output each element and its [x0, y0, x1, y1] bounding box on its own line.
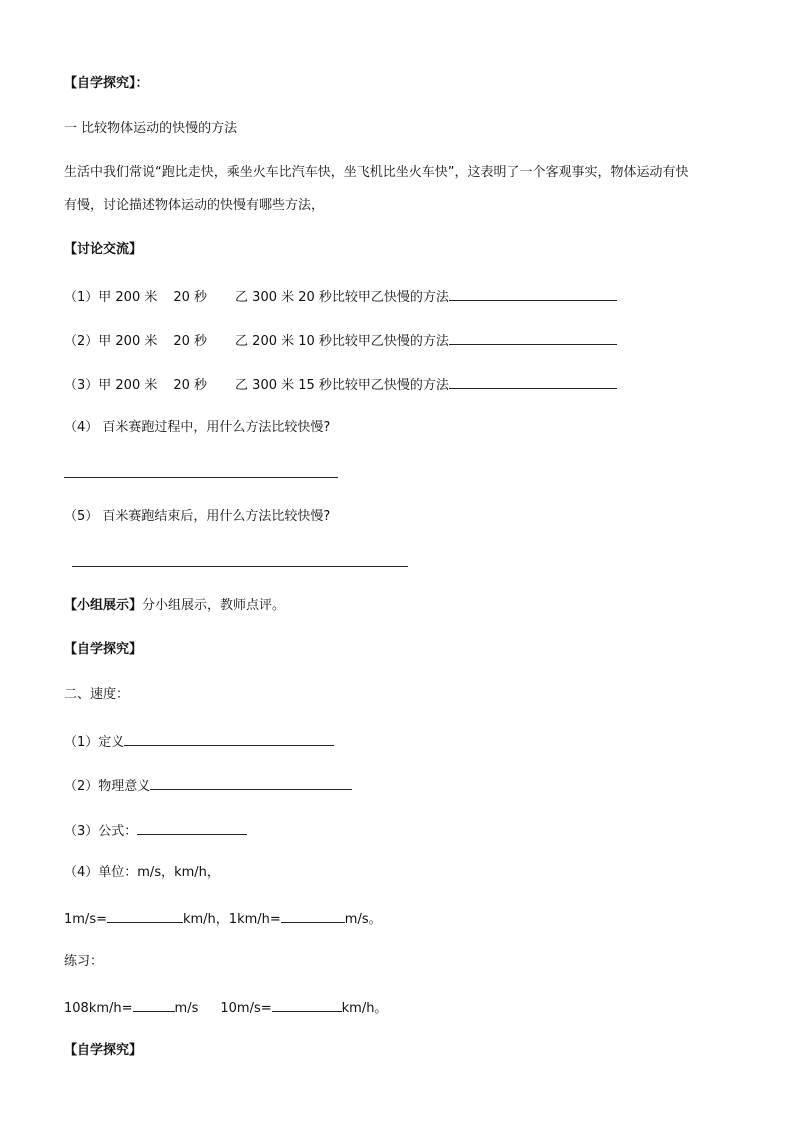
- conv-part-b: km/h，1km/h=: [182, 912, 281, 927]
- intro-paragraph-line-1: 生活中我们常说“跑比走快，乘坐火车比汽车快，坐飞机比坐火车快”，这表明了一个客观事实，物体运动有快: [64, 165, 689, 180]
- group-show-line: [64, 597, 285, 615]
- definition-label: （1）定义: [64, 735, 125, 750]
- heading-self-study-1: 【自学探究】：: [64, 76, 149, 91]
- definition-blank[interactable]: [124, 731, 334, 746]
- question-5: （5） 百米赛跑结束后，用什么方法比较快慢?: [64, 509, 331, 524]
- prac-part-d: km/h。: [341, 1001, 388, 1016]
- heading-self-study-2: 【自学探究】: [64, 642, 143, 657]
- answer-line-4[interactable]: [64, 477, 338, 478]
- formula-label: （3）公式：: [64, 824, 138, 839]
- item-time: 20 秒: [173, 334, 208, 349]
- conv-part-a: 1m/s=: [64, 912, 107, 927]
- heading-discussion: 【讨论交流】: [64, 242, 143, 257]
- conv-blank-2[interactable]: [281, 908, 345, 923]
- formula-blank[interactable]: [137, 820, 247, 835]
- discussion-item-1: [64, 286, 617, 307]
- prac-part-a: 108km/h=: [64, 1001, 133, 1016]
- unit-conversion: [64, 908, 382, 929]
- practice-label: 练习：: [64, 954, 104, 969]
- item-number: （1）: [64, 290, 99, 305]
- speed-formula: [64, 820, 247, 841]
- item-a: 甲 200 米: [98, 290, 158, 305]
- meaning-label: （2）物理意义: [64, 779, 151, 794]
- answer-line-5[interactable]: [72, 566, 408, 567]
- item-a: 甲 200 米: [98, 378, 158, 393]
- prac-blank-2[interactable]: [272, 997, 342, 1012]
- practice-exercise: [64, 997, 387, 1018]
- speed-physical-meaning: [64, 775, 352, 796]
- speed-units: （4）单位：m/s，km/h，: [64, 865, 220, 880]
- section-title-compare-speed: 一 比较物体运动的快慢的方法: [64, 121, 238, 136]
- item-b: 乙 200 米 10 秒比较甲乙快慢的方法: [235, 334, 449, 349]
- item-number: （3）: [64, 378, 99, 393]
- prac-blank-1[interactable]: [133, 997, 175, 1012]
- meaning-blank[interactable]: [150, 775, 352, 790]
- heading-group-show: 【小组展示】: [64, 598, 143, 613]
- item-b: 乙 300 米 20 秒比较甲乙快慢的方法: [235, 290, 449, 305]
- item-time: 20 秒: [173, 290, 208, 305]
- prac-part-b: m/s: [174, 1001, 199, 1016]
- speed-definition: [64, 731, 334, 752]
- intro-paragraph-line-2: 有慢，讨论描述物体运动的快慢有哪些方法，: [64, 198, 325, 213]
- item-b: 乙 300 米 15 秒比较甲乙快慢的方法: [235, 378, 449, 393]
- heading-self-study-3: 【自学探究】: [64, 1043, 143, 1058]
- discussion-item-3: [64, 374, 617, 395]
- item-time: 20 秒: [173, 378, 208, 393]
- item-number: （2）: [64, 334, 99, 349]
- conv-blank-1[interactable]: [107, 908, 183, 923]
- group-show-text: 分小组展示，教师点评。: [142, 598, 286, 613]
- prac-part-c: 10m/s=: [220, 1001, 272, 1016]
- conv-part-c: m/s。: [344, 912, 382, 927]
- answer-blank[interactable]: [449, 330, 617, 345]
- question-4: （4） 百米赛跑过程中，用什么方法比较快慢?: [64, 420, 331, 435]
- answer-blank[interactable]: [449, 374, 617, 389]
- item-a: 甲 200 米: [98, 334, 158, 349]
- answer-blank[interactable]: [449, 286, 617, 301]
- discussion-item-2: [64, 330, 617, 351]
- section-title-speed: 二、速度：: [64, 687, 130, 702]
